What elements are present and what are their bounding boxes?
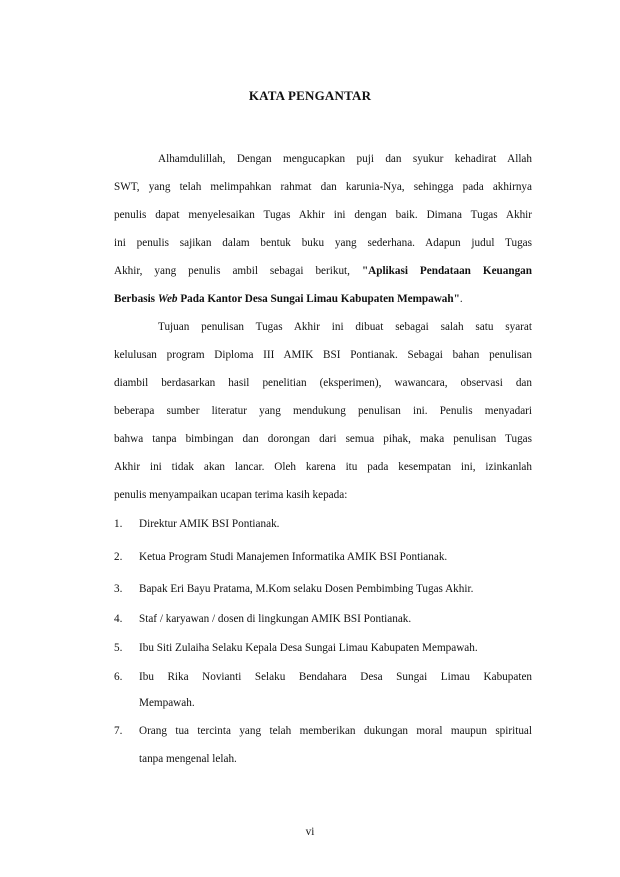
thesis-title-part-1: "Aplikasi Pendataan Keuangan [361, 265, 532, 277]
page-number: vi [305, 826, 315, 838]
paragraph-1-line-4: ini penulis sajikan dalam bentuk buku yang sederhana. Adapun judul Tugas [114, 237, 532, 249]
paragraph-2-line-3: diambil berdasarkan hasil penelitian (eksperimen), wawancara, observasi dan [114, 377, 532, 389]
thesis-title-part-2: Berbasis [114, 293, 158, 305]
list-number: 7. [114, 725, 123, 737]
thesis-title-web: Web [157, 293, 178, 305]
paragraph-1-line-5 [114, 264, 532, 278]
paragraph-1-line-3: penulis dapat menyelesaikan Tugas Akhir ini dengan baik. Dimana Tugas Akhir [114, 209, 532, 221]
list-item: Staf / karyawan / dosen di lingkungan AMIK BSI Pontianak. [139, 613, 412, 625]
list-item: Ibu Rika Novianti Selaku Bendahara Desa Sungai Limau Kabupaten [139, 671, 532, 683]
list-number: 5. [114, 642, 123, 654]
list-number: 2. [114, 551, 123, 563]
list-item: Orang tua tercinta yang telah memberikan dukungan moral maupun spiritual [139, 725, 532, 737]
paragraph-2-line-4: beberapa sumber literatur yang mendukung penulisan ini. Penulis menyadari [114, 405, 532, 417]
list-item: Direktur AMIK BSI Pontianak. [139, 518, 280, 530]
paragraph-2-line-1: Tujuan penulisan Tugas Akhir ini dibuat sebagai salah satu syarat [158, 321, 532, 333]
paragraph-2-line-6: Akhir ini tidak akan lancar. Oleh karena itu pada kesempatan ini, izinkanlah [114, 461, 532, 473]
list-number: 6. [114, 671, 123, 683]
paragraph-1-line-2: SWT, yang telah melimpahkan rahmat dan karunia-Nya, sehingga pada akhirnya [114, 181, 532, 193]
list-item: Bapak Eri Bayu Pratama, M.Kom selaku Dosen Pembimbing Tugas Akhir. [139, 583, 474, 595]
list-item: Ketua Program Studi Manajemen Informatika AMIK BSI Pontianak. [139, 551, 448, 563]
paragraph-1-period: . [459, 293, 463, 305]
paragraph-2-line-5: bahwa tanpa bimbingan dan dorongan dari semua pihak, maka penulisan Tugas [114, 433, 532, 445]
list-number: 4. [114, 613, 123, 625]
paragraph-2-line-2: kelulusan program Diploma III AMIK BSI Pontianak. Sebagai bahan penulisan [114, 349, 532, 361]
list-number: 1. [114, 518, 123, 530]
paragraph-1-text: Akhir, yang penulis ambil sebagai berikut, [114, 265, 362, 277]
list-item: Ibu Siti Zulaiha Selaku Kepala Desa Sungai Limau Kabupaten Mempawah. [139, 642, 478, 654]
list-item-continuation: Mempawah. [139, 697, 195, 709]
thesis-title-part-3: Pada Kantor Desa Sungai Limau Kabupaten Mempawah" [177, 293, 460, 305]
paragraph-1-line-6 [114, 292, 532, 306]
list-item-continuation: tanpa mengenal lelah. [139, 753, 237, 765]
paragraph-1-line-1: Alhamdulillah, Dengan mengucapkan puji dan syukur kehadirat Allah [158, 153, 532, 165]
list-number: 3. [114, 583, 123, 595]
page-title: KATA PENGANTAR [248, 88, 372, 103]
paragraph-2-line-7: penulis menyampaikan ucapan terima kasih kepada: [114, 489, 348, 501]
